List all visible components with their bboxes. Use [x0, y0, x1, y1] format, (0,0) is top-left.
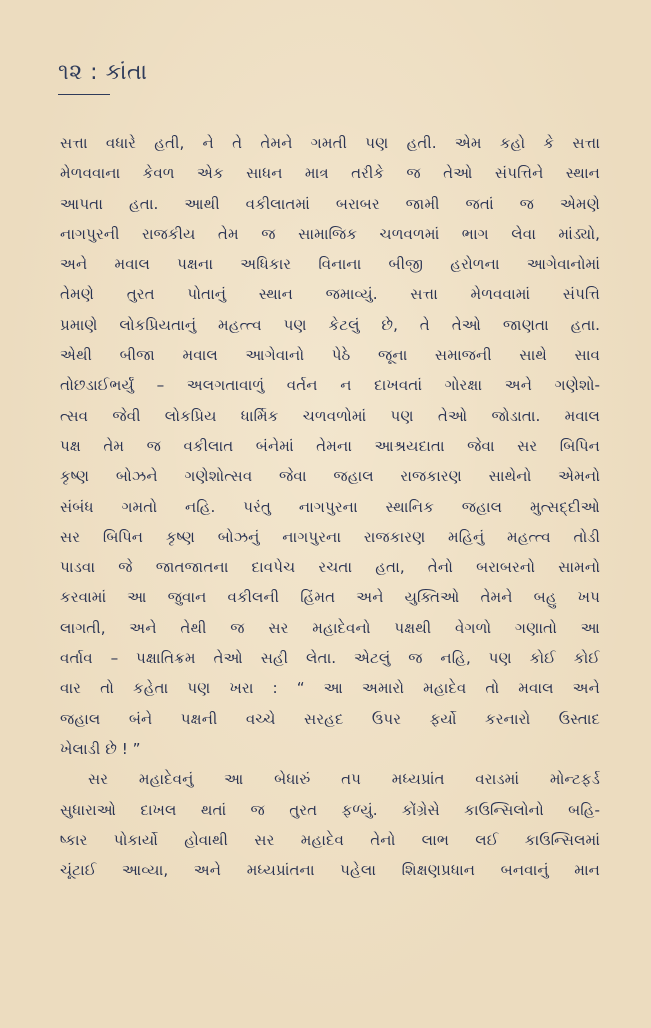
page-number-and-title: ૧૨ : કાંતા — [58, 60, 148, 85]
text-line: તોછડાઈભર્યું – અલગતાવાળું વર્તન ન દાખવતાં ગોરક્ષા અને ગણેશો- — [60, 376, 600, 395]
text-line: આપતા હતા. આથી વકીલાતમાં બરાબર જામી જતાં જ એમણે — [60, 194, 600, 213]
body-text — [60, 128, 600, 885]
header-underline — [58, 94, 110, 95]
text-line: પાડવા જે જાતજાતના દાવપેચ રચતા હતા, તેનો બરાબરનો સામનો — [60, 558, 600, 577]
text-line: વર્તાવ – પક્ષાતિક્રમ તેઓ સહી લેતા. એટલું જ નહિ, પણ કોઈ કોઈ — [60, 649, 600, 668]
text-line: સુધારાઓ દાખલ થતાં જ તુરત ફળ્યું. કોંગ્રેસે કાઉન્સિલોનો બહિ- — [60, 800, 600, 819]
text-line: સત્તા વધારે હતી, ને તે તેમને ગમતી પણ હતી. એમ કહો કે સત્તા — [60, 134, 600, 152]
text-line: તેમણે તુરત પોતાનું સ્થાન જમાવ્યું. સત્તા મેળવવામાં સંપત્તિ — [60, 285, 600, 304]
text-line: જહાલ બંને પક્ષની વચ્ચે સરહદ ઉપર ફર્યો કરનારો ઉસ્તાદ — [60, 709, 600, 728]
text-line: ષ્કાર પોકાર્યો હોવાથી સર મહાદેવ તેનો લાભ લઈ કાઉન્સિલમાં — [60, 830, 600, 849]
text-line: સંબંધ ગમતો નહિ. પરંતુ નાગપુરના સ્થાનિક જહાલ મુત્સદ્દીઓ — [60, 497, 600, 516]
text-line: અને મવાલ પક્ષના અધિકાર વિનાના બીજી હરોળના આગેવાનોમાં — [60, 255, 600, 274]
paragraph-2 — [60, 764, 600, 885]
text-line: પ્રમાણે લોકપ્રિયતાનું મહત્ત્વ પણ કેટલું છે, તે તેઓ જાણતા હતા. — [60, 315, 600, 334]
text-line: ચૂંટાઈ આવ્યા, અને મધ્યપ્રાંતના પહેલા શિક્ષણપ્રધાન બનવાનું માન — [60, 861, 600, 880]
paragraph-1 — [60, 128, 600, 764]
text-line: કૃષ્ણ બોઝને ગણેશોત્સવ જેવા જહાલ રાજકારણ સાથેનો એમનો — [60, 467, 600, 486]
text-line: એથી બીજા મવાલ આગેવાનો પેઠે જૂના સમાજની સાથે સાવ — [60, 346, 600, 365]
text-line: સર મહાદેવનું આ બેધારું તપ મધ્યપ્રાંત વરાડમાં મોન્ટફર્ડ — [88, 770, 600, 789]
text-line: મેળવવાના કેવળ એક સાધન માત્ર તરીકે જ તેઓ સંપત્તિને સ્થાન — [60, 164, 600, 183]
text-line: વાર તો કહેતા પણ ખરા : “ આ અમારો મહાદેવ તો મવાલ અને — [60, 679, 600, 698]
text-line: ખેલાડી છે ! ” — [60, 739, 141, 758]
text-line: ત્સવ જેવી લોકપ્રિય ધાર્મિક ચળવળોમાં પણ તેઓ જોડાતા. મવાલ — [60, 406, 600, 425]
text-line: સર બિપિન કૃષ્ણ બોઝનું નાગપુરના રાજકારણ મહિનું મહત્ત્વ તોડી — [60, 527, 600, 546]
text-line: પક્ષ તેમ જ વકીલાત બંનેમાં તેમના આશ્રયદાતા જેવા સર બિપિન — [60, 436, 600, 455]
text-line: લાગતી, અને તેથી જ સર મહાદેવનો પક્ષથી વેગળો ગણાતો આ — [60, 618, 600, 637]
running-head — [58, 60, 148, 85]
text-line: કરવામાં આ જુવાન વકીલની હિંમત અને યુક્તિઓ તેમને બહુ ખપ — [60, 588, 600, 607]
text-line: નાગપુરની રાજકીય તેમ જ સામાજિક ચળવળમાં ભાગ લેવા માંડ્યો, — [60, 224, 600, 243]
